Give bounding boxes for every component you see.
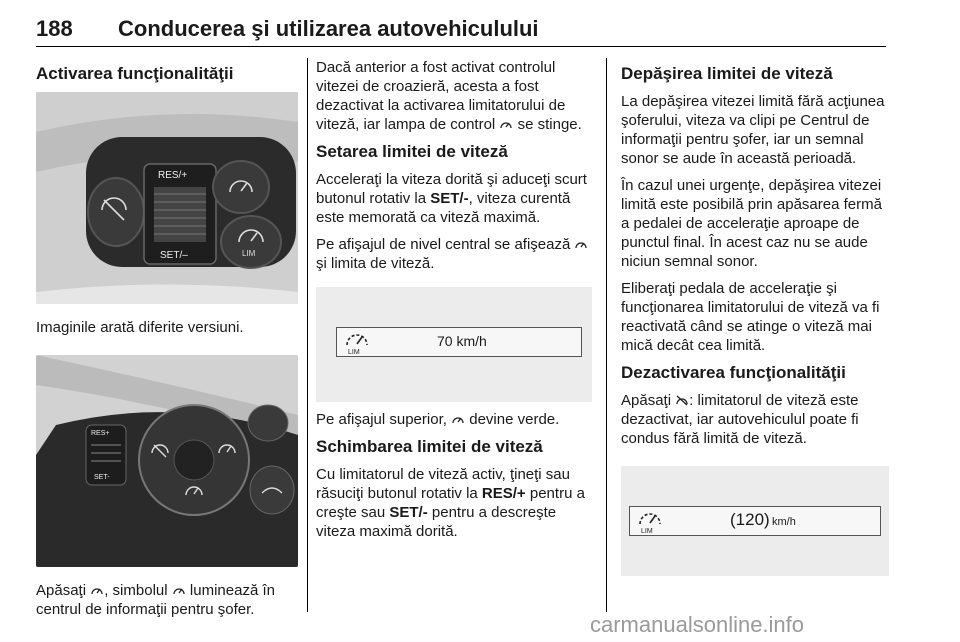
- page-header: [36, 12, 886, 47]
- display-speed-value: 70 km/h: [437, 333, 487, 349]
- page-title: Conducerea şi utilizarea autovehiculului: [118, 16, 539, 41]
- column-right: [621, 58, 889, 584]
- display-illustration-suspended: [621, 466, 889, 576]
- lim-label: LIM: [242, 249, 256, 258]
- paragraph-exceed-1: La depăşirea vitezei limită fără acţiunea şoferului, viteza va clipi pe Centrul de informaţii pentru şofer, iar un semnal sonor se aude în această perioadă.: [621, 93, 885, 167]
- column-middle: [316, 58, 592, 549]
- photo-caption: Imaginile arată diferite versiuni.: [36, 319, 244, 336]
- display-lim-label: LIM: [641, 528, 653, 534]
- paragraph-cruise-deactivated: Dacă anterior a fost activat controlul vitezei de croazieră, acesta a fost dezactivat la activarea limitatorului de viteză, iar lampa de control se stinge.: [316, 59, 582, 133]
- heading-exceed-limit: Depăşirea limitei de viteză: [621, 64, 833, 83]
- speed-limiter-icon: [636, 508, 664, 534]
- res-label: RES/+: [158, 170, 188, 181]
- paragraph-exceed-2: În cazul unei urgenţe, depăşirea vitezei limită este posibilă prin apăsarea fermă a pedalei de acceleraţie aproape de punctul final. În acest caz nu se aude niciun semnal sonor.: [621, 177, 882, 270]
- speed-limiter-icon: [343, 329, 371, 355]
- heading-set-limit: Setarea limitei de viteză: [316, 142, 508, 161]
- column-left: [36, 58, 298, 627]
- speed-limiter-icon: [574, 238, 588, 250]
- display-speed-box: [629, 506, 881, 536]
- speed-limiter-icon: [451, 413, 465, 425]
- column-divider: [606, 58, 607, 612]
- set-label: SET/–: [160, 250, 188, 261]
- paragraph-deactivation: Apăsaţi : limitatorul de viteză este dezactivat, iar autovehiculul poate fi condus fără limită de viteză.: [621, 392, 859, 447]
- column-divider: [307, 58, 308, 612]
- speed-limiter-icon: [172, 584, 186, 596]
- display-speed-unit: km/h: [772, 516, 796, 528]
- paragraph-exceed-3: Eliberaţi pedala de acceleraţie şi funcţionarea limitatorului de viteză va fi reactivată când se atinge o viteză mai mică decât cea limită.: [621, 280, 880, 354]
- paragraph-central-display: Pe afişajul de nivel central se afişează şi limita de viteză.: [316, 235, 592, 273]
- steering-buttons-photo-1: [36, 92, 298, 304]
- cancel-icon: [675, 394, 689, 406]
- paragraph-change-limit: Cu limitatorul de viteză activ, ţineţi sau răsuciţi butonul rotativ la RES/+ pentru a creşte sau SET/- pentru a descreşte viteza maximă dorită.: [316, 466, 585, 540]
- display-illustration: [316, 287, 592, 402]
- speed-limiter-icon: [90, 584, 104, 596]
- watermark: carmanualsonline.info: [590, 612, 805, 637]
- heading-activation: Activarea funcţionalităţii: [36, 64, 234, 83]
- display-speed-value: (120): [730, 510, 770, 529]
- heading-deactivation: Dezactivarea funcţionalităţii: [621, 363, 846, 382]
- paragraph-top-display: Pe afişajul superior, devine verde.: [316, 411, 560, 428]
- display-speed-box: [336, 327, 582, 357]
- set-label: SET-: [94, 474, 110, 481]
- page-number: 188: [36, 16, 73, 41]
- display-lim-label: LIM: [348, 349, 360, 355]
- paragraph-press-symbol: Apăsaţi , simbolul luminează în centrul de informaţii pentru şofer.: [36, 582, 275, 618]
- cruise-control-icon: [499, 118, 513, 130]
- steering-buttons-photo-2: [36, 355, 298, 567]
- heading-change-limit: Schimbarea limitei de viteză: [316, 437, 543, 456]
- res-label: RES+: [91, 430, 110, 437]
- paragraph-set-limit: Acceleraţi la viteza dorită şi aduceţi scurt butonul rotativ la SET/-, viteza curentă este memorată ca viteză maximă.: [316, 171, 587, 226]
